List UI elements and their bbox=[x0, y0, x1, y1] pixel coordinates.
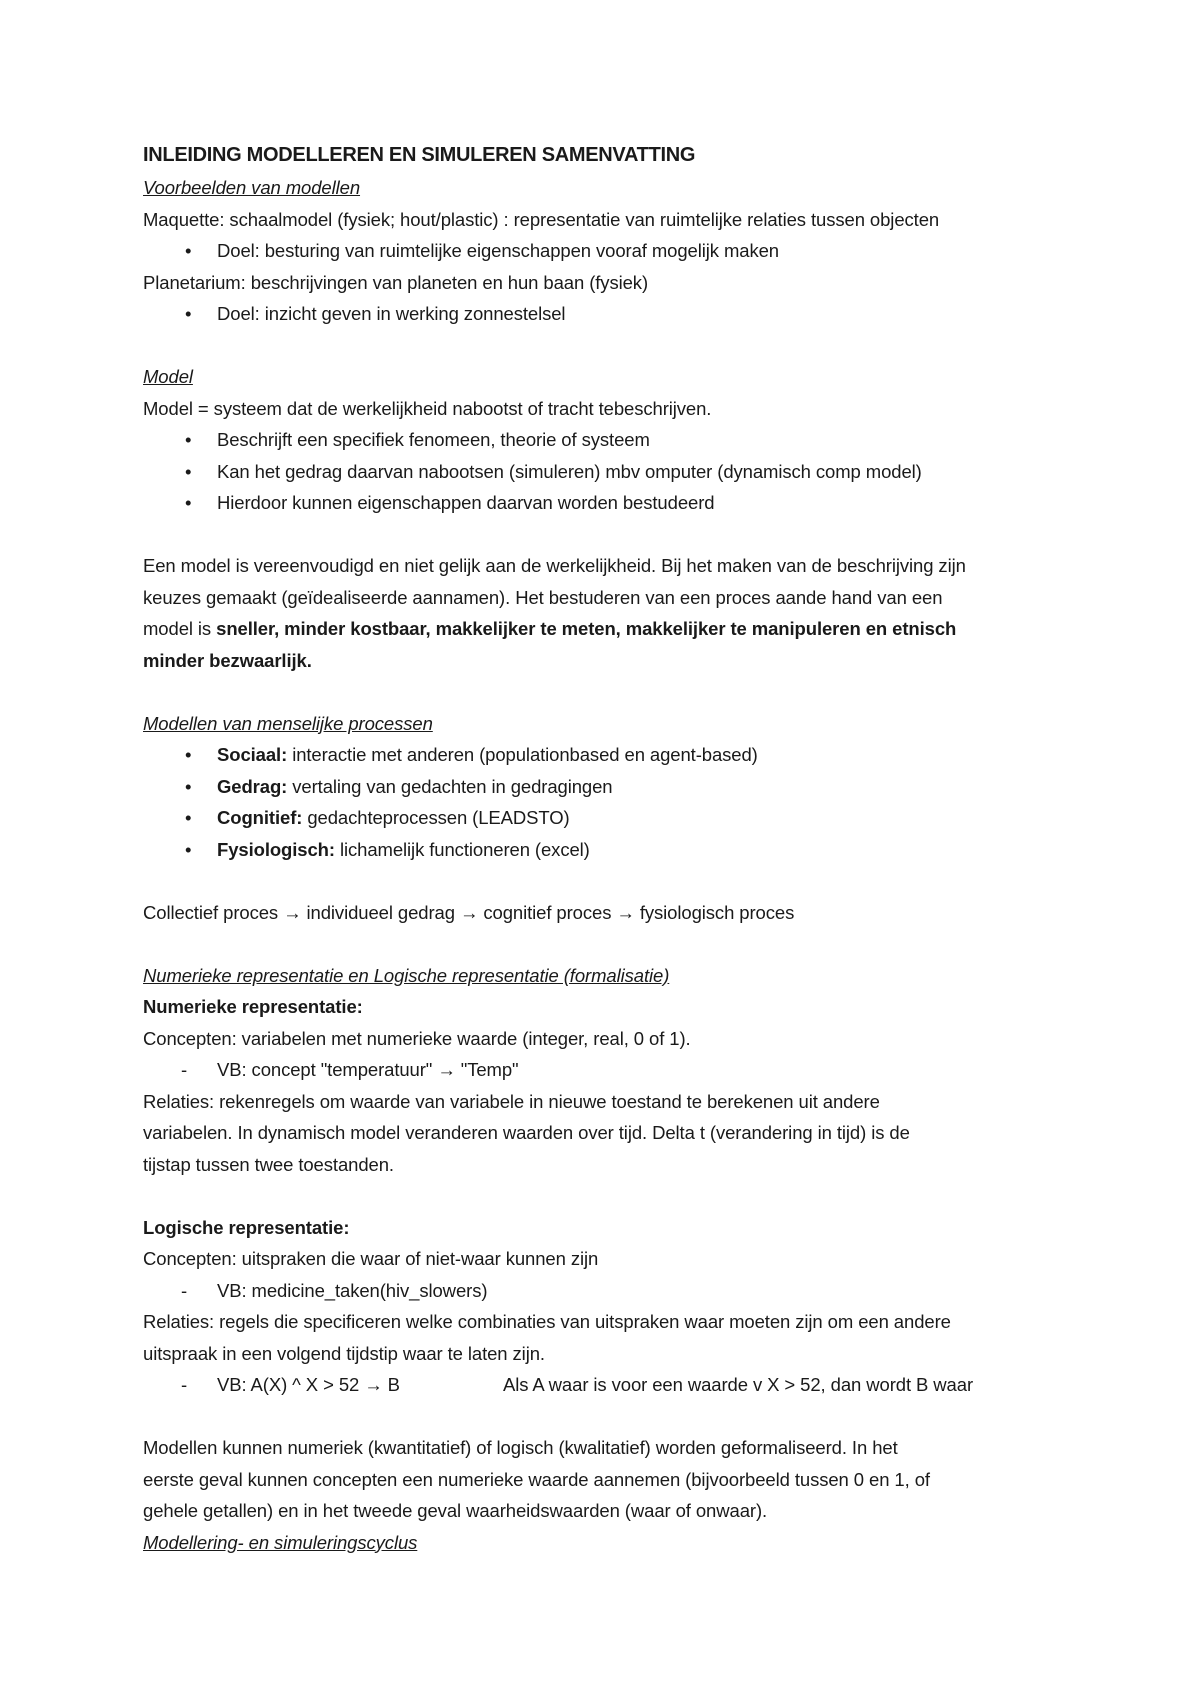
list-item: - VB: A(X) ^ X > 52 → B Als A waar is voor een waarde v X > 52, dan wordt B waar bbox=[143, 1369, 1073, 1401]
list-item: • Kan het gedrag daarvan nabootsen (simuleren) mbv omputer (dynamisch comp model) bbox=[143, 456, 1073, 488]
paragraph-line: Concepten: uitspraken die waar of niet-waar kunnen zijn bbox=[143, 1248, 599, 1269]
bullet-icon: • bbox=[185, 807, 192, 828]
bullet-icon: • bbox=[185, 775, 192, 797]
list-item: • Fysiologisch: lichamelijk functioneren (excel) bbox=[143, 834, 1073, 866]
list-item: • Sociaal: interactie met anderen (populationbased en agent-based) bbox=[143, 739, 1073, 771]
page-title: INLEIDING MODELLEREN EN SIMULEREN SAMENVATTING bbox=[143, 144, 696, 166]
list-item: • Doel: besturing van ruimtelijke eigenschappen vooraf mogelijk maken bbox=[143, 235, 1073, 267]
paragraph-line: keuzes gemaakt (geïdealiseerde aannamen). Het bestuderen van een proces aande hand van een bbox=[143, 586, 943, 608]
paragraph-line: model is sneller, minder kostbaar, makkelijker te meten, makkelijker te manipuleren en etnisch bbox=[143, 618, 957, 639]
list-item: • Gedrag: vertaling van gedachten in gedragingen bbox=[143, 771, 1073, 803]
list-item: • Hierdoor kunnen eigenschappen daarvan worden bestudeerd bbox=[143, 487, 1073, 519]
bullet-icon: • bbox=[185, 492, 192, 513]
paragraph-line: minder bezwaarlijk. bbox=[143, 649, 312, 671]
section-heading-voorbeelden: Voorbeelden van modellen bbox=[143, 177, 361, 198]
planetarium-line: Planetarium: beschrijvingen van planeten en hun baan (fysiek) bbox=[143, 271, 649, 293]
list-item: • Doel: inzicht geven in werking zonnestelsel bbox=[143, 298, 1073, 330]
paragraph-line: Modellen kunnen numeriek (kwantitatief) of logisch (kwalitatief) worden geformaliseerd. In het bbox=[143, 1437, 898, 1458]
list-item: • Beschrijft een specifiek fenomeen, theorie of systeem bbox=[143, 424, 1073, 456]
section-heading-processen: Modellen van menselijke processen bbox=[143, 712, 433, 734]
paragraph-line: gehele getallen) en in het tweede geval waarheidswaarden (waar of onwaar). bbox=[143, 1500, 768, 1521]
bullet-icon: • bbox=[185, 838, 192, 860]
section-heading-cyclus: Modellering- en simuleringscyclus bbox=[143, 1531, 418, 1553]
dash-marker: - bbox=[181, 1059, 188, 1080]
subheading-numeriek: Numerieke representatie: bbox=[143, 996, 363, 1017]
subheading-logisch: Logische representatie: bbox=[143, 1216, 350, 1238]
paragraph-line: tijstap tussen twee toestanden. bbox=[143, 1153, 394, 1175]
bullet-icon: • bbox=[185, 460, 192, 482]
paragraph-line: Een model is vereenvoudigd en niet gelijk aan de werkelijkheid. Bij het maken van de beschrijving zijn bbox=[143, 555, 966, 576]
section-heading-model: Model bbox=[143, 366, 193, 387]
process-chain: Collectief proces → individueel gedrag → cognitief proces → fysiologisch proces bbox=[143, 901, 795, 923]
document-page bbox=[143, 138, 1073, 1558]
bullet-icon: • bbox=[185, 303, 192, 324]
paragraph-line: Relaties: rekenregels om waarde van variabele in nieuwe toestand te berekenen uit andere bbox=[143, 1090, 880, 1112]
bullet-icon: • bbox=[185, 744, 192, 765]
paragraph-line: Relaties: regels die specificeren welke combinaties van uitspraken waar moeten zijn om een andere bbox=[143, 1311, 951, 1332]
dash-marker: - bbox=[181, 1279, 188, 1301]
list-item: - VB: concept "temperatuur" → "Temp" bbox=[143, 1054, 1073, 1086]
list-item: • Cognitief: gedachteprocessen (LEADSTO) bbox=[143, 802, 1073, 834]
maquette-line: Maquette: schaalmodel (fysiek; hout/plastic) : representatie van ruimtelijke relaties tussen objecten bbox=[143, 208, 940, 230]
bullet-icon: • bbox=[185, 429, 192, 450]
dash-marker: - bbox=[181, 1374, 188, 1395]
section-heading-representatie: Numerieke representatie en Logische representatie (formalisatie) bbox=[143, 964, 670, 986]
paragraph-line: uitspraak in een volgend tijdstip waar te laten zijn. bbox=[143, 1342, 545, 1364]
model-definition: Model = systeem dat de werkelijkheid nabootst of tracht tebeschrijven. bbox=[143, 397, 712, 419]
paragraph-line: eerste geval kunnen concepten een numerieke waarde aannemen (bijvoorbeeld tussen 0 en 1, of bbox=[143, 1468, 930, 1490]
paragraph-line: Concepten: variabelen met numerieke waarde (integer, real, 0 of 1). bbox=[143, 1027, 691, 1049]
bullet-icon: • bbox=[185, 240, 192, 261]
paragraph-line: variabelen. In dynamisch model veranderen waarden over tijd. Delta t (verandering in tijd) is de bbox=[143, 1122, 910, 1143]
list-item: - VB: medicine_taken(hiv_slowers) bbox=[143, 1275, 1073, 1307]
